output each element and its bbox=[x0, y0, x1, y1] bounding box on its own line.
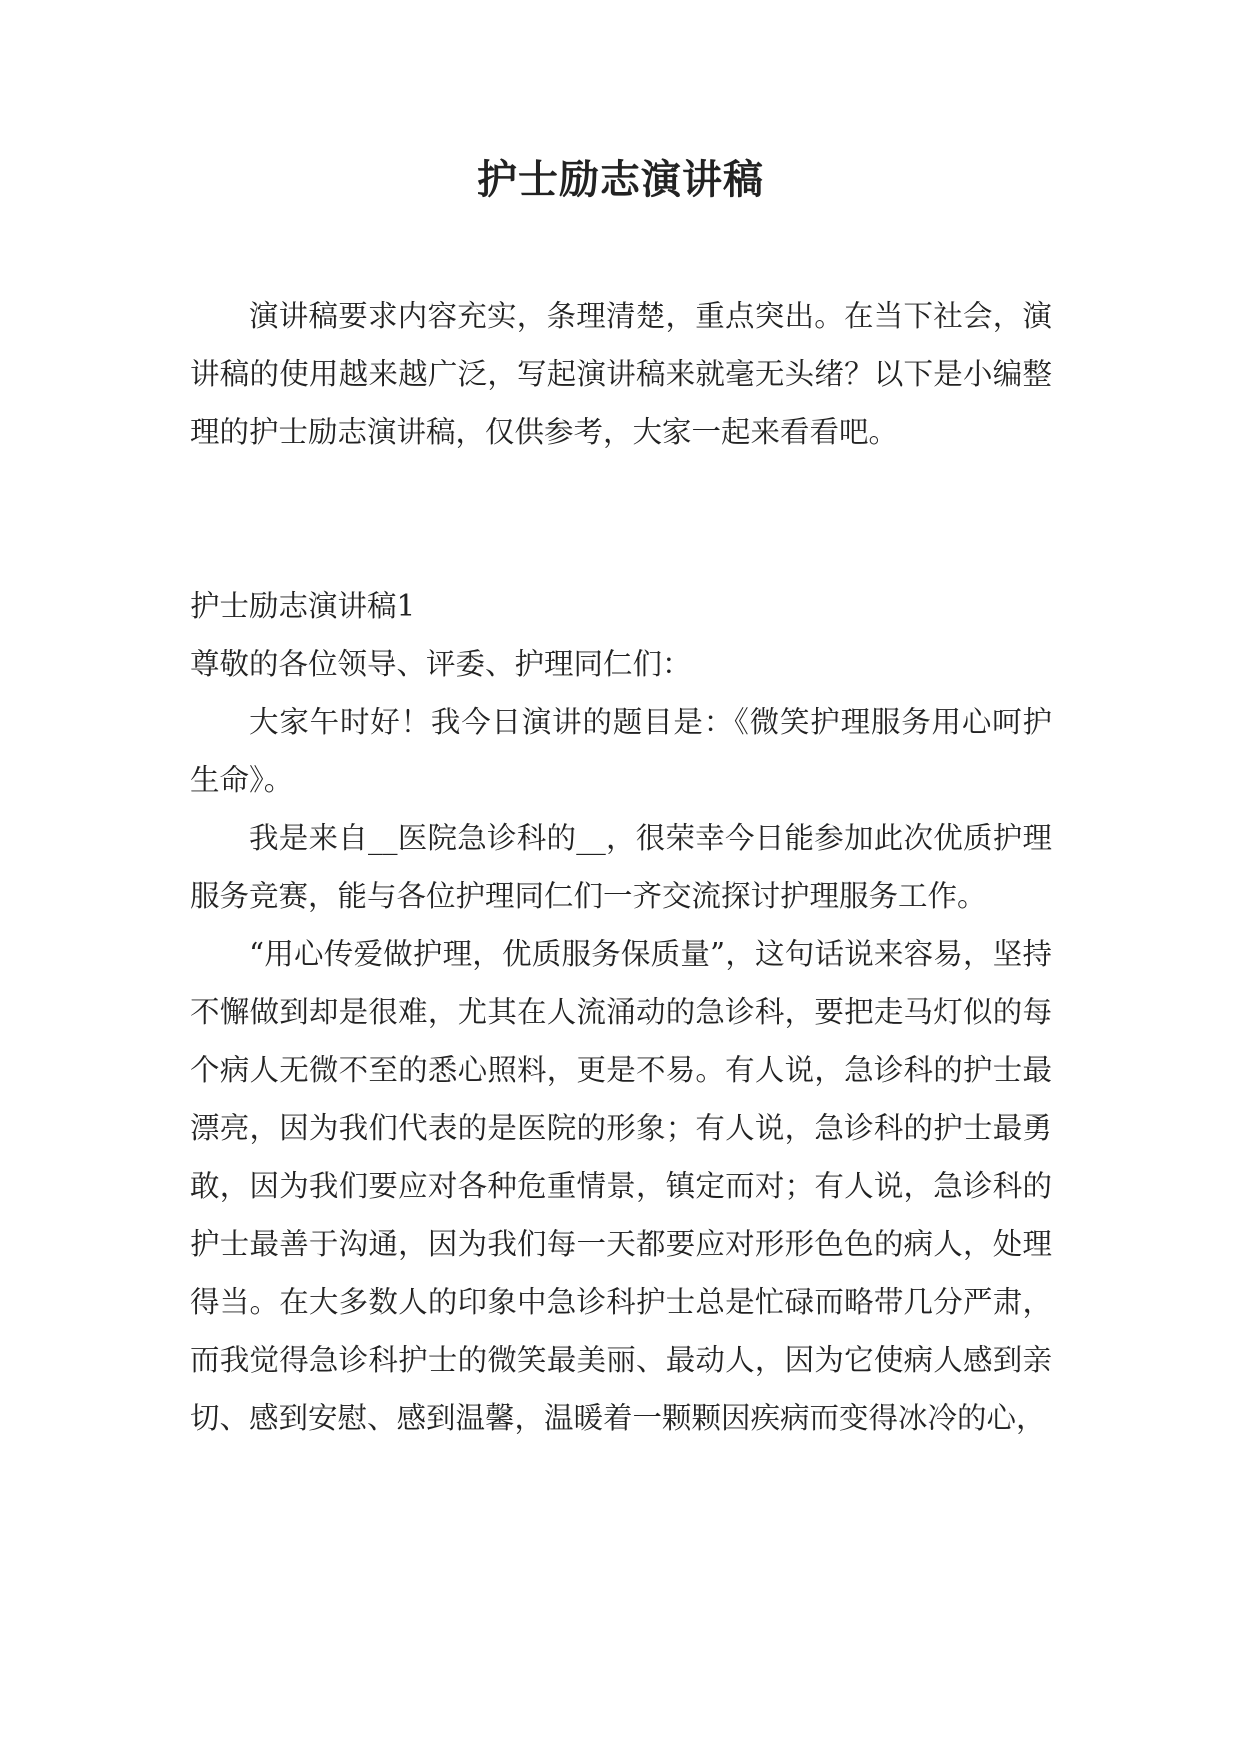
salutation: 尊敬的各位领导、评委、护理同仁们： bbox=[190, 647, 692, 681]
document-body bbox=[190, 287, 1052, 1447]
document-title: 护士励志演讲稿 bbox=[477, 156, 764, 203]
body-paragraph: “用心传爱做护理，优质服务保质量”，这句话说来容易，坚持不懈做到却是很难，尤其在人流涌动的急诊科，要把走马灯似的每个病人无微不至的悉心照料，更是不易。有人说，急诊科的护士最漂亮，因为我们代表的是医院的形象；有人说，急诊科的护士最勇敢，因为我们要应对各种危重情景，镇定而对；有人说，急诊科的护士最善于沟通，因为我们每一天都要应对形形色色的病人，处理得当。在大多数人的印象中急诊科护士总是忙碌而略带几分严肃，而我觉得急诊科护士的微笑最美丽、最动人，因为它使病人感到亲切、感到安慰、感到温馨，温暖着一颗颗因疾病而变得冰冷的心， bbox=[190, 937, 1052, 1435]
body-paragraph: 大家午时好！我今日演讲的题目是：《微笑护理服务用心呵护生命》。 bbox=[190, 705, 1052, 797]
section-heading: 护士励志演讲稿1 bbox=[190, 589, 416, 623]
intro-paragraph: 演讲稿要求内容充实，条理清楚，重点突出。在当下社会，演讲稿的使用越来越广泛，写起演讲稿来就毫无头绪？以下是小编整理的护士励志演讲稿，仅供参考，大家一起来看看吧。 bbox=[190, 299, 1052, 449]
section-spacer bbox=[190, 461, 1052, 577]
body-paragraph: 我是来自__医院急诊科的__，很荣幸今日能参加此次优质护理服务竞赛，能与各位护理同仁们一齐交流探讨护理服务工作。 bbox=[190, 821, 1052, 913]
